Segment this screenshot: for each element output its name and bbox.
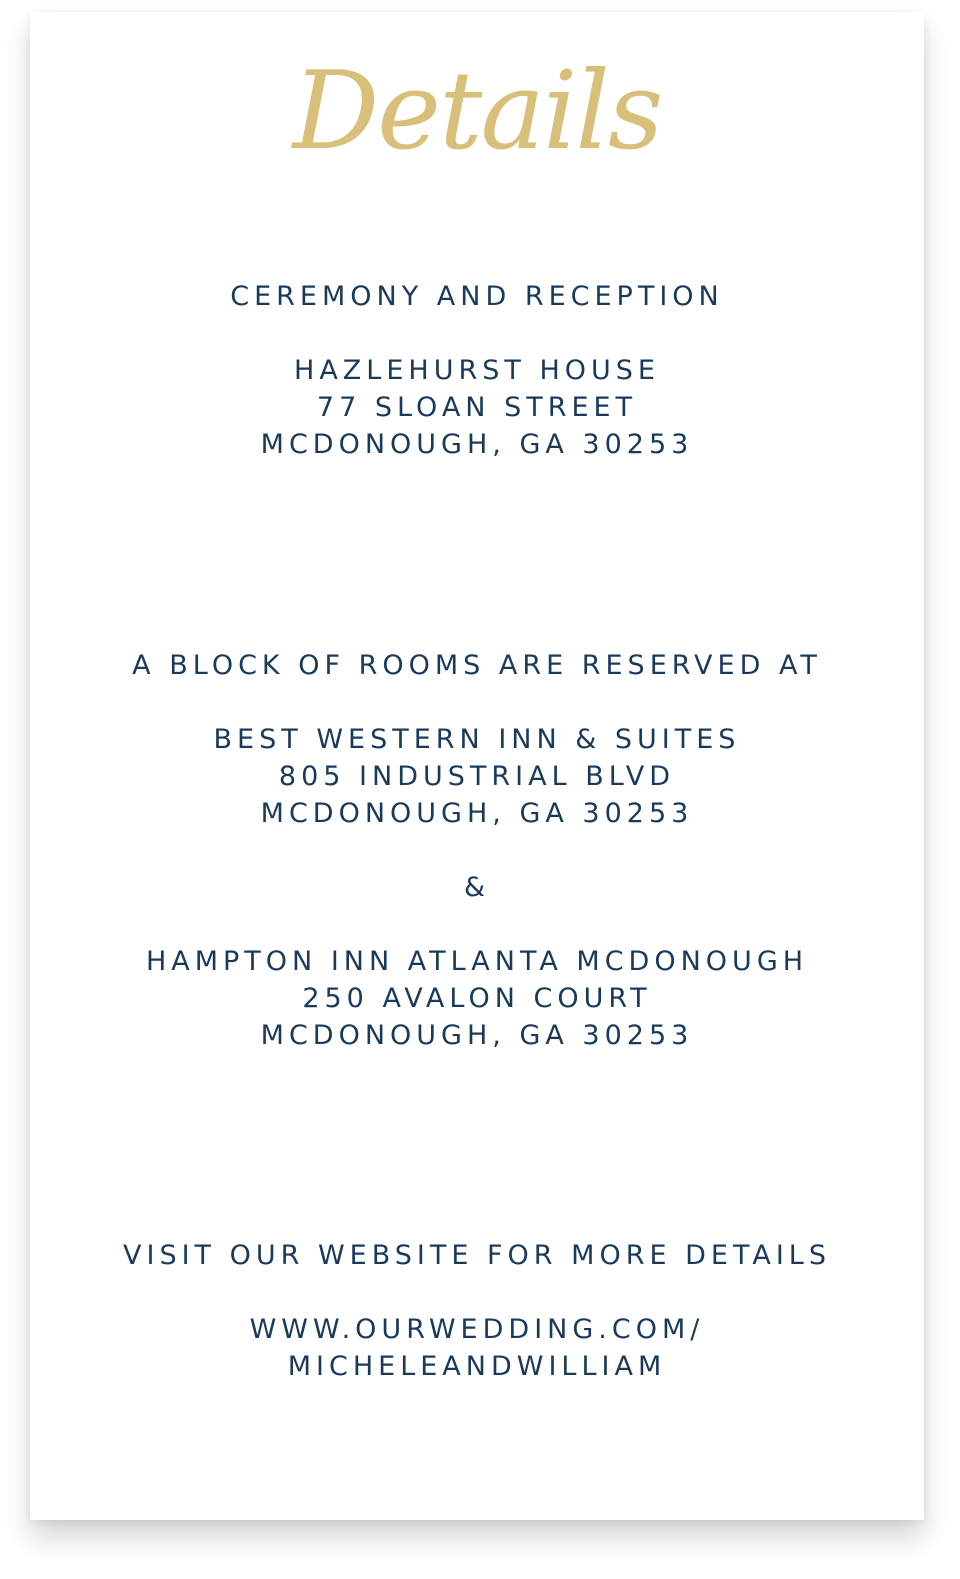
hotel1-city: MCDONOUGH, GA 30253 [260,798,694,829]
hotel1-name: BEST WESTERN INN & SUITES [213,724,741,755]
website-section [30,1237,924,1385]
hotel2-street: 250 AVALON COURT [302,983,652,1014]
hotel-separator: & [463,872,491,903]
hotel1-street: 805 INDUSTRIAL BLVD [278,761,676,792]
ceremony-city: MCDONOUGH, GA 30253 [260,429,694,460]
ceremony-section [30,278,924,463]
ceremony-street: 77 SLOAN STREET [316,392,638,423]
website-url-line1: WWW.OURWEDDING.COM/ [249,1314,705,1345]
hotels-section [30,647,924,1054]
hotel2-city: MCDONOUGH, GA 30253 [260,1020,694,1051]
website-url-line2: MICHELEANDWILLIAM [287,1351,667,1382]
hotel2-name: HAMPTON INN ATLANTA MCDONOUGH [145,946,809,977]
website-heading: VISIT OUR WEBSITE FOR MORE DETAILS [123,1240,831,1271]
page-title: Details [292,49,662,174]
ceremony-venue: HAZLEHURST HOUSE [294,355,660,386]
hotels-heading: A BLOCK OF ROOMS ARE RESERVED AT [132,650,822,681]
ceremony-heading: CEREMONY AND RECEPTION [230,281,724,312]
details-card [30,12,924,1520]
